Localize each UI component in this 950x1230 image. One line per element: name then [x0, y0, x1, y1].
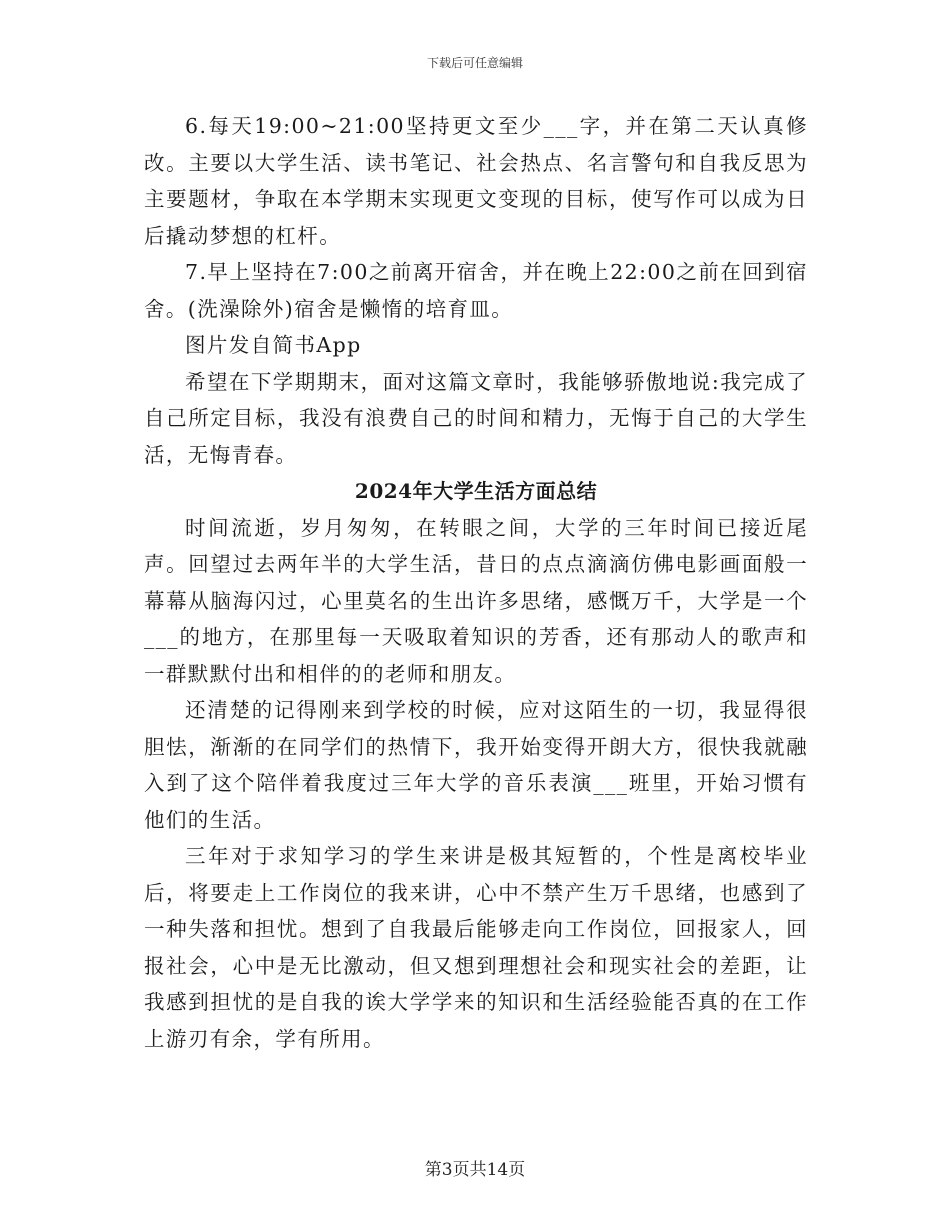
section-title: 2024年大学生活方面总结 — [354, 479, 598, 503]
paragraph-time-passes: 时间流逝，岁月匆匆，在转眼之间，大学的三年时间已接近尾声。回望过去两年半的大学生活，昔日的点点滴滴仿佛电影画面般一幕幕从脑海闪过，心里莫名的生出许多思绪，感慨万千，大学是一个___的地方，在那里每一天吸取着知识的芳香，还有那动人的歌声和一群默默付出和相伴的的老师和朋友。 — [144, 515, 808, 686]
page-number: 第3页共14页 — [424, 1160, 526, 1180]
paragraph-image-caption: 图片发自简书App — [185, 333, 362, 357]
paragraph-first-arrival: 还清楚的记得刚来到学校的时候，应对这陌生的一切，我显得很胆怯，渐渐的在同学们的热情下，我开始变得开朗大方，很快我就融入到了这个陪伴着我度过三年大学的音乐表演___班里，开始习惯有他们的生活。 — [144, 698, 808, 832]
paragraph-goal-7: 7.早上坚持在7:00之前离开宿舍，并在晚上22:00之前在回到宿舍。(洗澡除外)宿舍是懒惰的培育皿。 — [144, 260, 808, 321]
document-body — [144, 108, 808, 1057]
page-header: 下载后可任意编辑 — [426, 56, 523, 70]
paragraph-goal-6: 6.每天19:00~21:00坚持更文至少___字，并在第二天认真修改。主要以大学生活、读书笔记、社会热点、名言警句和自我反思为主要题材，争取在本学期末实现更文变现的目标，使写作可以成为日后撬动梦想的杠杆。 — [144, 114, 808, 248]
paragraph-three-years: 三年对于求知学习的学生来讲是极其短暂的，个性是离校毕业后，将要走上工作岗位的我来讲，心中不禁产生万千思绪，也感到了一种失落和担忧。想到了自我最后能够走向工作岗位，回报家人，回报社会，心中是无比激动，但又想到理想社会和现实社会的差距，让我感到担忧的是自我的诶大学学来的知识和生活经验能否真的在工作上游刃有余，学有所用。 — [144, 844, 808, 1051]
paragraph-hope: 希望在下学期期末，面对这篇文章时，我能够骄傲地说:我完成了自己所定目标，我没有浪费自己的时间和精力，无悔于自己的大学生活，无悔青春。 — [144, 369, 808, 467]
